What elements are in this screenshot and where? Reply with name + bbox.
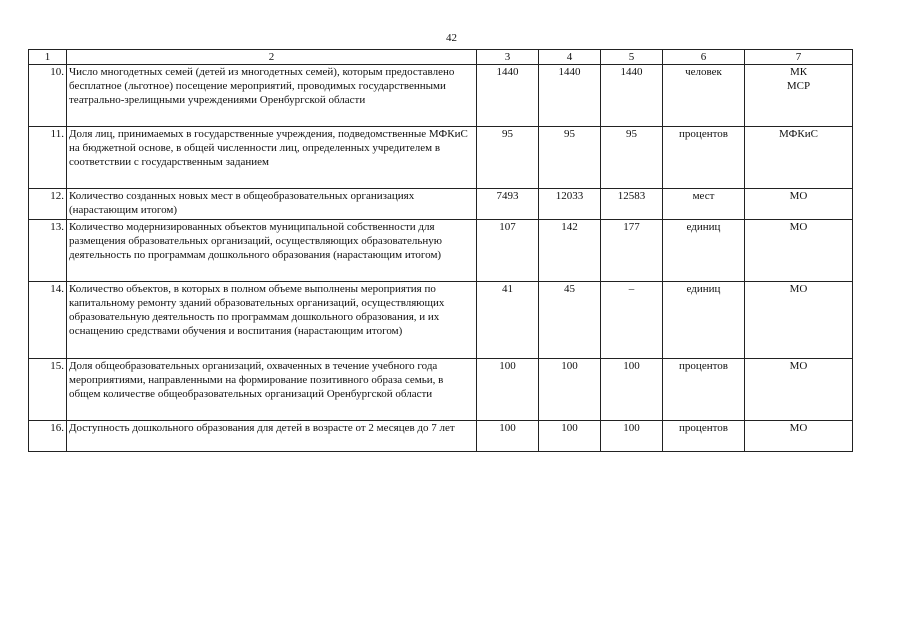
value-col3: 100 [477, 421, 539, 452]
page-number: 42 [446, 32, 457, 44]
value-col3: 41 [477, 282, 539, 359]
table-row [29, 282, 853, 359]
value-col3: 7493 [477, 189, 539, 220]
responsible-cell [745, 220, 853, 282]
unit-cell: единиц [663, 220, 745, 282]
responsible-cell [745, 65, 853, 127]
table-row [29, 65, 853, 127]
table-row [29, 421, 853, 452]
responsible-cell [745, 189, 853, 220]
unit-cell: человек [663, 65, 745, 127]
indicator-text: Доступность дошкольного образования для детей в возрасте от 2 месяцев до 7 лет [67, 421, 477, 452]
unit-cell: процентов [663, 127, 745, 189]
value-col3: 107 [477, 220, 539, 282]
responsible-cell [745, 359, 853, 421]
header-cell: 7 [745, 50, 853, 65]
header-cell: 3 [477, 50, 539, 65]
row-index: 16. [29, 421, 67, 452]
table-row [29, 220, 853, 282]
indicator-text: Доля лиц, принимаемых в государственные учреждения, подведомственные МФКиС на бюджетной основе, в общей численности лиц, определенных учредителем в соответствии с государственным заданием [67, 127, 477, 189]
indicator-text: Количество объектов, в которых в полном объеме выполнены мероприятия по капитальному ремонту зданий образовательных организаций, осуществляющих образовательную деятельность по программам дошкольного образования, и их оснащению средствами обучения и воспитания (нарастающим итогом) [67, 282, 477, 359]
responsible-cell [745, 282, 853, 359]
value-col4: 95 [539, 127, 601, 189]
indicator-text: Количество созданных новых мест в общеобразовательных организациях (нарастающим итогом) [67, 189, 477, 220]
responsible-cell [745, 421, 853, 452]
table-row [29, 127, 853, 189]
responsible-label: МО [789, 283, 808, 295]
value-col3: 100 [477, 359, 539, 421]
value-col5: – [601, 282, 663, 359]
value-col4: 142 [539, 220, 601, 282]
row-index: 15. [29, 359, 67, 421]
value-col4: 45 [539, 282, 601, 359]
responsible-label: МО [789, 190, 808, 202]
responsible-label: МФКиС [779, 128, 818, 140]
unit-cell: процентов [663, 359, 745, 421]
value-col4: 100 [539, 421, 601, 452]
unit-cell: процентов [663, 421, 745, 452]
responsible-cell [745, 127, 853, 189]
row-index: 10. [29, 65, 67, 127]
table-row [29, 359, 853, 421]
responsible-label: МО [789, 422, 808, 434]
value-col5: 100 [601, 421, 663, 452]
header-cell: 4 [539, 50, 601, 65]
value-col4: 100 [539, 359, 601, 421]
row-index: 13. [29, 220, 67, 282]
header-cell: 2 [67, 50, 477, 65]
value-col5: 95 [601, 127, 663, 189]
value-col4: 12033 [539, 189, 601, 220]
indicator-text: Число многодетных семей (детей из многодетных семей), которым предоставлено бесплатное (льготное) посещение мероприятий, проводимых государственными театрально-зрелищными учреждениями Оренбургской области [67, 65, 477, 127]
indicators-table [28, 49, 853, 452]
value-col5: 1440 [601, 65, 663, 127]
value-col5: 100 [601, 359, 663, 421]
responsible-label: МК [789, 66, 808, 78]
value-col3: 95 [477, 127, 539, 189]
header-cell: 1 [29, 50, 67, 65]
value-col5: 177 [601, 220, 663, 282]
header-row [29, 50, 853, 65]
indicator-text: Доля общеобразовательных организаций, охваченных в течение учебного года мероприятиями, направленными на формирование позитивного образа семьи, в общем количестве общеобразовательных организаций Оренбургской области [67, 359, 477, 421]
responsible-label: МО [789, 360, 808, 372]
row-index: 11. [29, 127, 67, 189]
header-cell: 5 [601, 50, 663, 65]
header-cell: 6 [663, 50, 745, 65]
unit-cell: мест [663, 189, 745, 220]
row-index: 14. [29, 282, 67, 359]
unit-cell: единиц [663, 282, 745, 359]
row-index: 12. [29, 189, 67, 220]
value-col3: 1440 [477, 65, 539, 127]
indicator-text: Количество модернизированных объектов муниципальной собственности для размещения образовательных организаций, осуществляющих образовательную деятельность по программам дошкольного образования (нарастающим итогом) [67, 220, 477, 282]
value-col5: 12583 [601, 189, 663, 220]
table-row [29, 189, 853, 220]
responsible-label: МО [789, 221, 808, 233]
responsible-label: МСР [786, 80, 811, 92]
value-col4: 1440 [539, 65, 601, 127]
